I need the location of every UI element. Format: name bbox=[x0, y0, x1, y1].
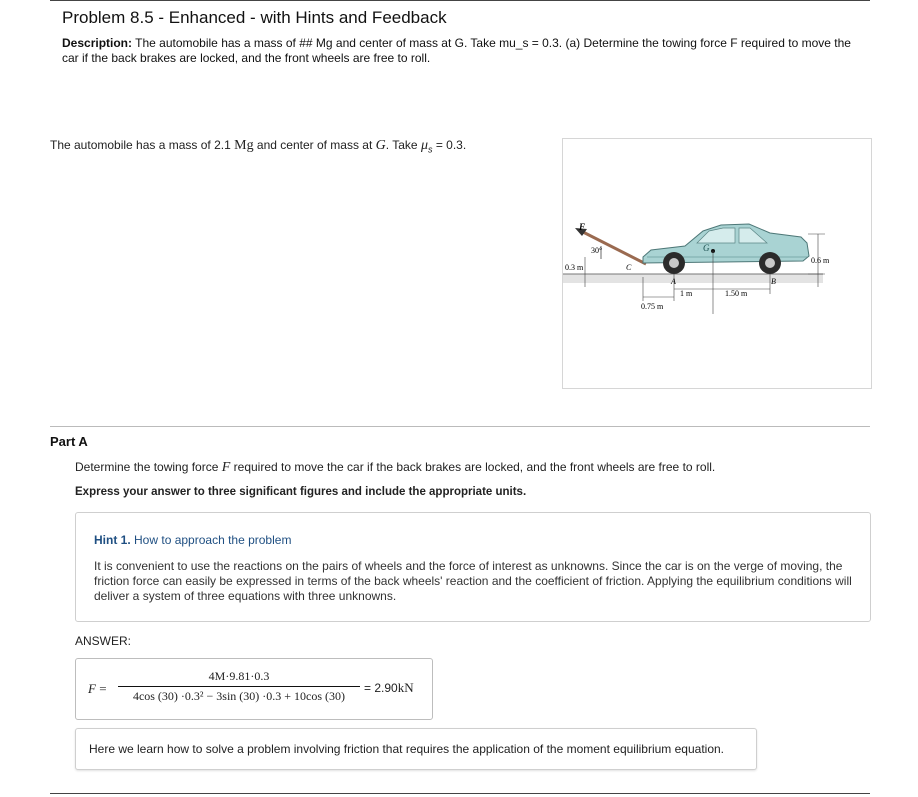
hint-title[interactable] bbox=[94, 533, 291, 547]
fraction-bar bbox=[118, 686, 360, 687]
ground bbox=[563, 274, 823, 283]
problem-intro bbox=[50, 138, 466, 154]
answer-label: ANSWER: bbox=[75, 634, 132, 648]
description-text: The automobile has a mass of ## Mg and center of mass at G. Take mu_s = 0.3. (a) Determine the towing force F required to move the car if the back brakes are locked, and the front wheels are free to roll. bbox=[62, 36, 851, 65]
answer-variable-symbol: F bbox=[88, 681, 96, 696]
intro-text-take: . Take bbox=[385, 138, 418, 152]
problem-title: Problem 8.5 - Enhanced - with Hints and Feedback bbox=[62, 8, 447, 27]
intro-mu-symbol: μ bbox=[420, 138, 428, 153]
label-height-03: 0.3 m bbox=[565, 263, 584, 272]
top-divider bbox=[50, 0, 870, 1]
label-dim-06m: 0.6 m bbox=[811, 256, 830, 265]
feedback-box bbox=[75, 728, 757, 770]
hint-title-text: How to approach the problem bbox=[134, 533, 292, 547]
answer-numerator: 4M·9.81·0.3 bbox=[208, 669, 270, 683]
intro-text-mass: The automobile has a mass of 2.1 bbox=[50, 138, 231, 152]
label-dim-075m: 0.75 m bbox=[641, 302, 664, 311]
intro-text-center: and center of mass at bbox=[256, 138, 373, 152]
bottom-divider bbox=[50, 793, 870, 794]
answer-equals-sign: = bbox=[99, 681, 107, 696]
answer-result-unit: kN bbox=[397, 680, 414, 695]
problem-figure bbox=[562, 138, 872, 389]
question-text-before: Determine the towing force bbox=[75, 460, 219, 474]
description-label: Description: bbox=[62, 36, 133, 50]
hint-number: Hint 1. bbox=[94, 533, 131, 547]
answer-instruction: Express your answer to three significant figures and include the appropriate units. bbox=[75, 486, 527, 498]
answer-denominator: 4cos (30) ·0.3² − 3sin (30) ·0.3 + 10cos (30) bbox=[132, 689, 346, 703]
answer-variable bbox=[88, 681, 107, 697]
rear-wheel-hub bbox=[765, 258, 775, 268]
feedback-text: Here we learn how to solve a problem involving friction that requires the application of the moment equilibrium equation. bbox=[89, 742, 725, 756]
problem-description bbox=[62, 36, 852, 66]
answer-result-value: = 2.90 bbox=[364, 681, 398, 695]
label-dim-150m: 1.50 m bbox=[725, 289, 748, 298]
label-point-a: A bbox=[671, 277, 676, 286]
hint-text: It is convenient to use the reactions on the pairs of wheels and the force of interest as unknowns. Since the car is on the verge of moving, the friction force can easily be expressed in terms of the back wheels' reaction and the coefficient of friction. Applying the equilibrium conditions will deliver a system of three equations with three unknowns. bbox=[94, 559, 852, 603]
intro-mass-unit: Mg bbox=[234, 138, 254, 153]
part-a-heading: Part A bbox=[50, 434, 88, 449]
label-point-c: C bbox=[626, 263, 632, 272]
answer-result bbox=[364, 680, 414, 696]
intro-point-g: G bbox=[375, 138, 386, 153]
question-text-after: required to move the car if the back brakes are locked, and the front wheels are free to roll. bbox=[233, 460, 716, 474]
front-wheel-hub bbox=[669, 258, 679, 268]
hint-box bbox=[75, 512, 871, 622]
label-angle: 30° bbox=[591, 246, 603, 255]
intro-mu-value: = 0.3. bbox=[435, 138, 467, 152]
label-dim-1m: 1 m bbox=[680, 289, 693, 298]
question-variable: F bbox=[221, 460, 231, 475]
part-a-divider bbox=[50, 426, 870, 427]
label-point-g: G bbox=[703, 243, 710, 253]
label-force: F bbox=[579, 222, 586, 232]
part-a-question bbox=[75, 460, 715, 476]
car-diagram bbox=[563, 139, 871, 388]
answer-fraction bbox=[118, 669, 360, 704]
answer-box bbox=[75, 658, 433, 720]
label-point-b: B bbox=[771, 277, 776, 286]
intro-mu-sub: s bbox=[427, 144, 433, 155]
